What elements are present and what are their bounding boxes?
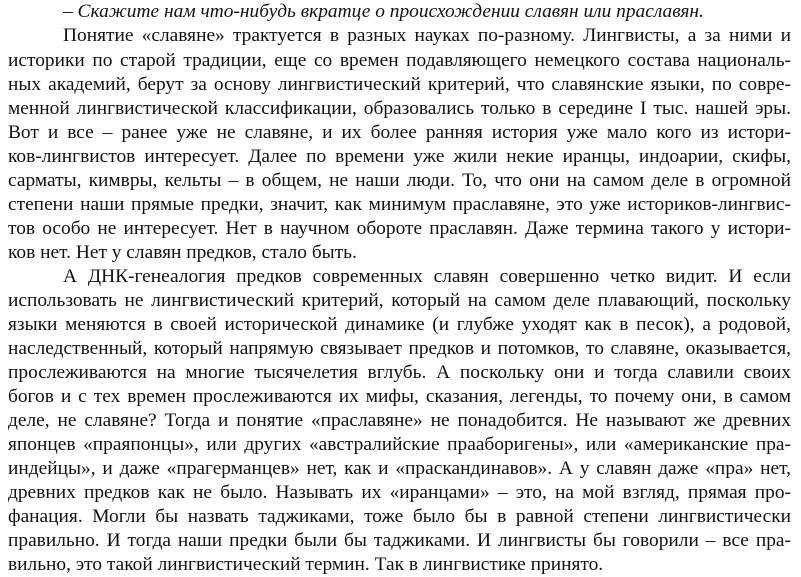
text-line: историки по старой традиции, еще со времен подавляющего немецкого состава националь- (8, 50, 791, 71)
text-line: использовать не лингвистический критерий, который на самом деле плавающий, поскольку (8, 290, 791, 311)
text-line: наследственный, который напрямую связывает предков и потомков, то славяне, оказывается, (8, 338, 791, 359)
text-line: ков-лингвистов интересует. Далее по времени уже жили некие иранцы, индоарии, скифы, (8, 146, 791, 167)
text-line: древних предков как не было. Называть их «иранцами» – это, на мой взгляд, прямая про- (8, 482, 791, 503)
text-line: тов особо не интересует. Нет в научном обороте праславян. Даже термина такого у истори- (8, 218, 791, 239)
text-line: Понятие «славяне» трактуется в разных науках по-разному. Лингвисты, а за ними и (63, 25, 791, 46)
interview-question: – Скажите нам что-нибудь вкратце о происхождении славян или праславян. (63, 1, 704, 22)
text-line: фанация. Могли бы назвать таджиками, тоже было бы в равной степени лингвистически (8, 506, 791, 527)
text-line: правильно. И тогда наши предки были бы таджиками. И лингвисты бы говорили – все пра- (8, 530, 791, 551)
text-line: ков нет. Нет у славян предков, стало быть. (8, 242, 357, 263)
text-line: прослеживаются на многие тысячелетия вглубь. А поскольку они и тогда славили своих (8, 362, 791, 383)
text-line: ных академий, берут за основу лингвистический критерий, что славянские языки, по совре- (8, 74, 791, 95)
text-line: деле, не славяне? Тогда и понятие «праславяне» не понадобится. Не называют же древних (8, 410, 791, 431)
text-line: индейцы», и даже «прагерманцев» нет, как и «праскандинавов». А у славян даже «пра» нет, (8, 458, 791, 479)
text-line: богов и с тех времен прослеживаются их мифы, сказания, легенды, то почему они, в самом (8, 386, 791, 407)
text-line: менной лингвистической классификации, образовались только в середине I тыс. нашей эры. (8, 98, 791, 119)
text-line: вильно, это такой лингвистический термин. Так в лингвистике принято. (8, 554, 604, 575)
text-line: А ДНК-генеалогия предков современных славян совершенно четко видит. И если (63, 266, 791, 287)
text-line: сарматы, кимвры, кельты – в общем, не наши люди. То, что они на самом деле в огромной (8, 170, 791, 191)
text-line: Вот и все – ранее уже не славяне, и их более ранняя история уже мало кого из истори- (8, 122, 791, 143)
text-line: японцев «праяпонцы», или других «австралийские прааборигены», или «американские пра- (8, 434, 791, 455)
text-line: языки меняются в своей исторической динамике (и глубже уходят как в песок), а родовой, (8, 314, 791, 335)
text-line: степени наши прямые предки, значит, как минимум праславяне, это уже историков-лингвис- (8, 194, 791, 215)
